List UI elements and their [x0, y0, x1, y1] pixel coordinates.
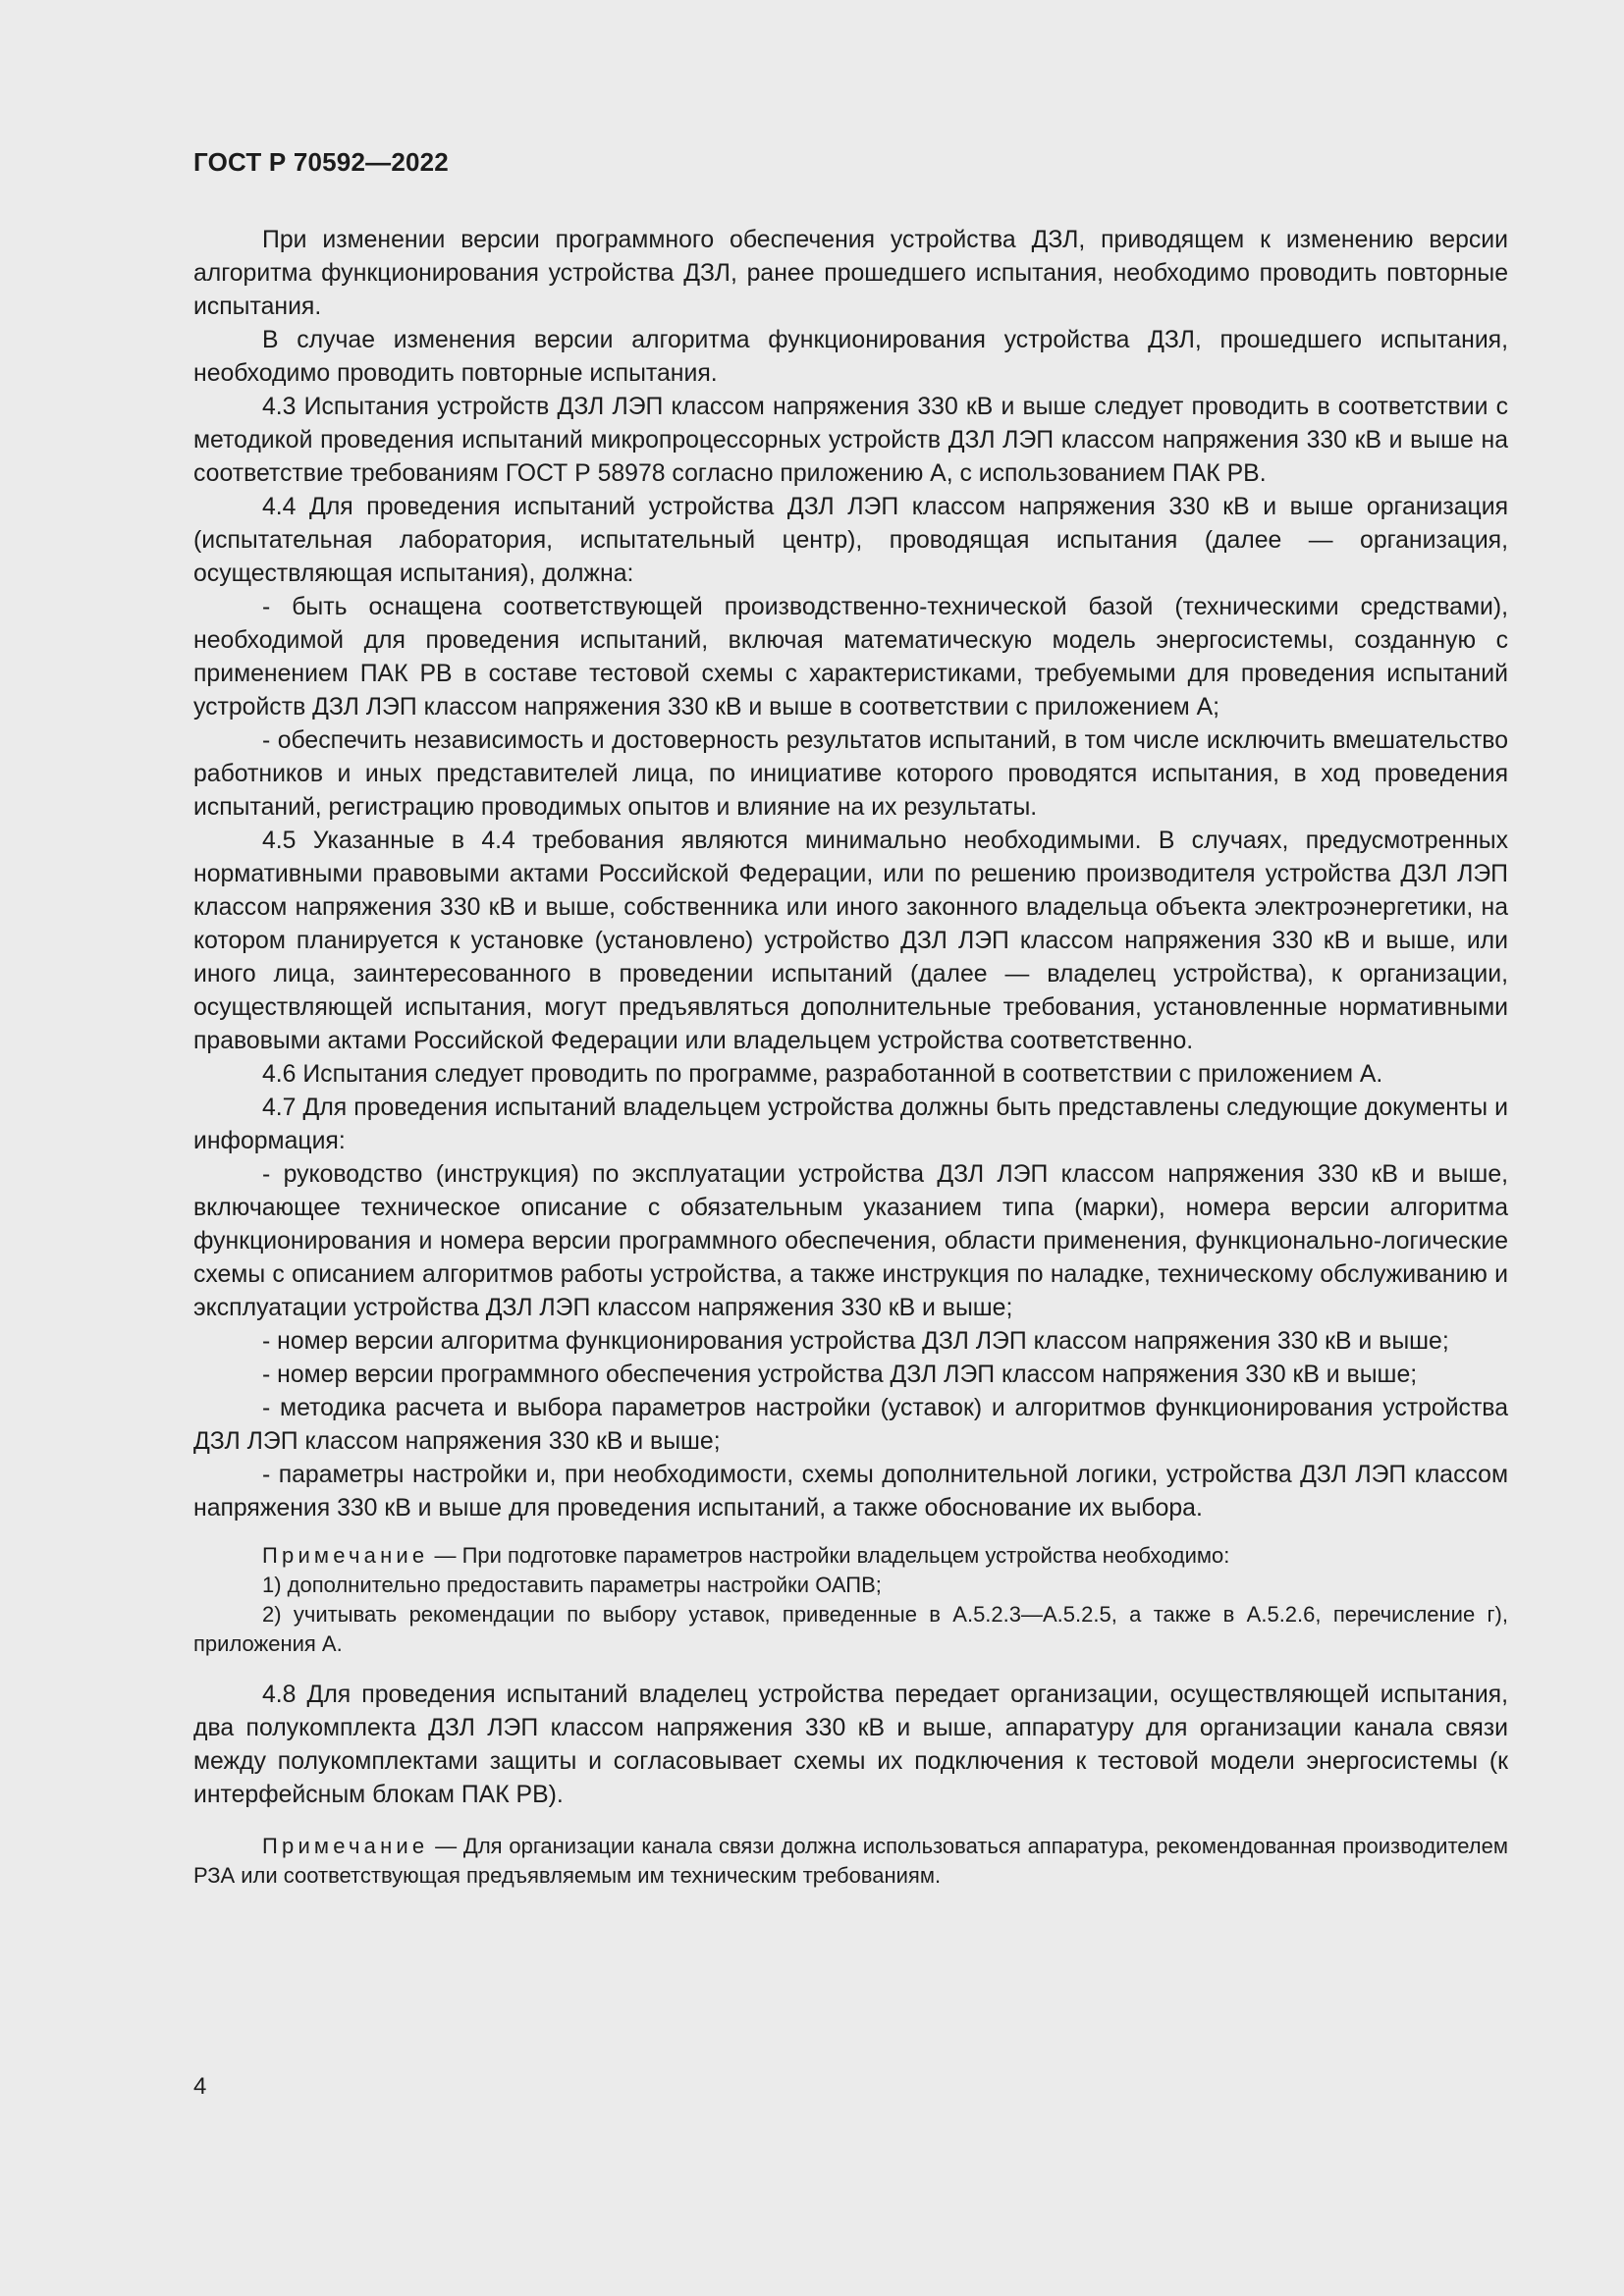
paragraph-software-version-change: При изменении версии программного обеспечения устройства ДЗЛ, приводящем к изменению версии алгоритма функционирования устройства ДЗЛ, ранее прошедшего испытания, необходимо проводить повторные испытания. — [193, 227, 1508, 320]
clause-4-7-item-algorithm-version: - номер версии алгоритма функционирования устройства ДЗЛ ЛЭП классом напряжения 330 кВ и выше; — [262, 1328, 1449, 1355]
note-1-text: — При подготовке параметров настройки владельцем устройства необходимо: — [428, 1543, 1230, 1568]
note-2-label: Примечание — [262, 1834, 429, 1858]
clause-4-7: 4.7 Для проведения испытаний владельцем устройства должны быть представлены следующие документы и информация: — [193, 1095, 1508, 1154]
clause-4-4-item-equipment: - быть оснащена соответствующей производственно-технической базой (техническими средствами), необходимой для проведения испытаний, включая математическую модель энергосистемы, созданную с применением ПАК РВ в составе тестовой схемы с характеристиками, требуемыми для проведения испытаний устройств ДЗЛ ЛЭП классом напряжения 330 кВ и выше в соответствии с приложением А; — [193, 594, 1508, 721]
clause-4-7-item-methodology: - методика расчета и выбора параметров настройки (уставок) и алгоритмов функционирования устройства ДЗЛ ЛЭП классом напряжения 330 кВ и выше; — [193, 1395, 1508, 1455]
clause-4-7-item-settings: - параметры настройки и, при необходимости, схемы дополнительной логики, устройства ДЗЛ ЛЭП классом напряжения 330 кВ и выше для проведения испытаний, а также обоснование их выбора. — [193, 1462, 1508, 1522]
document-code-header: ГОСТ Р 70592—2022 — [193, 147, 449, 177]
clause-4-7-item-software-version: - номер версии программного обеспечения устройства ДЗЛ ЛЭП классом напряжения 330 кВ и выше; — [262, 1362, 1418, 1388]
document-body — [193, 224, 1508, 1891]
note-1-item-2: 2) учитывать рекомендации по выбору уставок, приведенные в А.5.2.3—А.5.2.5, а также в А.5.2.6, перечисление г), приложения А. — [193, 1602, 1508, 1656]
note-block-1 — [193, 1541, 1508, 1659]
note-2-text: — Для организации канала связи должна использоваться аппаратура, рекомендованная производителем РЗА или соответствующая предъявляемым им техническим требованиям. — [193, 1834, 1508, 1888]
clause-4-3: 4.3 Испытания устройств ДЗЛ ЛЭП классом напряжения 330 кВ и выше следует проводить в соответствии с методикой проведения испытаний микропроцессорных устройств ДЗЛ ЛЭП классом напряжения 330 кВ и выше на соответствие требованиям ГОСТ Р 58978 согласно приложению А, с использованием ПАК РВ. — [193, 394, 1508, 487]
note-block-2 — [193, 1832, 1508, 1891]
clause-4-6: 4.6 Испытания следует проводить по программе, разработанной в соответствии с приложением А. — [262, 1061, 1383, 1088]
note-1-intro — [193, 1541, 1508, 1571]
clause-4-7-item-manual: - руководство (инструкция) по эксплуатации устройства ДЗЛ ЛЭП классом напряжения 330 кВ и выше, включающее техническое описание с обязательным указанием типа (марки), номера версии алгоритма функционирования и номера версии программного обеспечения, области применения, функционально-логические схемы с описанием алгоритмов работы устройства, а также инструкция по наладке, техническому обслуживанию и эксплуатации устройства ДЗЛ ЛЭП классом напряжения 330 кВ и выше; — [193, 1161, 1508, 1321]
clause-4-4-item-independence: - обеспечить независимость и достоверность результатов испытаний, в том числе исключить вмешательство работников и иных представителей лица, по инициативе которого проводятся испытания, в ход проведения испытаний, регистрацию проводимых опытов и влияние на их результаты. — [193, 727, 1508, 821]
page-number: 4 — [193, 2073, 207, 2100]
note-1-label: Примечание — [262, 1543, 429, 1568]
clause-4-4: 4.4 Для проведения испытаний устройства ДЗЛ ЛЭП классом напряжения 330 кВ и выше организация (испытательная лаборатория, испытательный центр), проводящая испытания (далее — организация, осуществляющая испытания), должна: — [193, 494, 1508, 587]
note-1-item-1: 1) дополнительно предоставить параметры настройки ОАПВ; — [262, 1573, 882, 1597]
clause-4-8: 4.8 Для проведения испытаний владелец устройства передает организации, осуществляющей испытания, два полукомплекта ДЗЛ ЛЭП классом напряжения 330 кВ и выше, аппаратуру для организации канала связи между полукомплектами защиты и согласовывает схемы их подключения к тестовой модели энергосистемы (к интерфейсным блокам ПАК РВ). — [193, 1682, 1508, 1808]
clause-4-5: 4.5 Указанные в 4.4 требования являются минимально необходимыми. В случаях, предусмотренных нормативными правовыми актами Российской Федерации, или по решению производителя устройства ДЗЛ ЛЭП классом напряжения 330 кВ и выше, собственника или иного законного владельца объекта электроэнергетики, на котором планируется к установке (установлено) устройство ДЗЛ ЛЭП классом напряжения 330 кВ и выше, или иного лица, заинтересованного в проведении испытаний (далее — владелец устройства), к организации, осуществляющей испытания, могут предъявляться дополнительные требования, установленные нормативными правовыми актами Российской Федерации или владельцем устройства соответственно. — [193, 828, 1508, 1054]
paragraph-algorithm-version-change: В случае изменения версии алгоритма функционирования устройства ДЗЛ, прошедшего испытания, необходимо проводить повторные испытания. — [193, 327, 1508, 387]
note-2 — [193, 1832, 1508, 1891]
